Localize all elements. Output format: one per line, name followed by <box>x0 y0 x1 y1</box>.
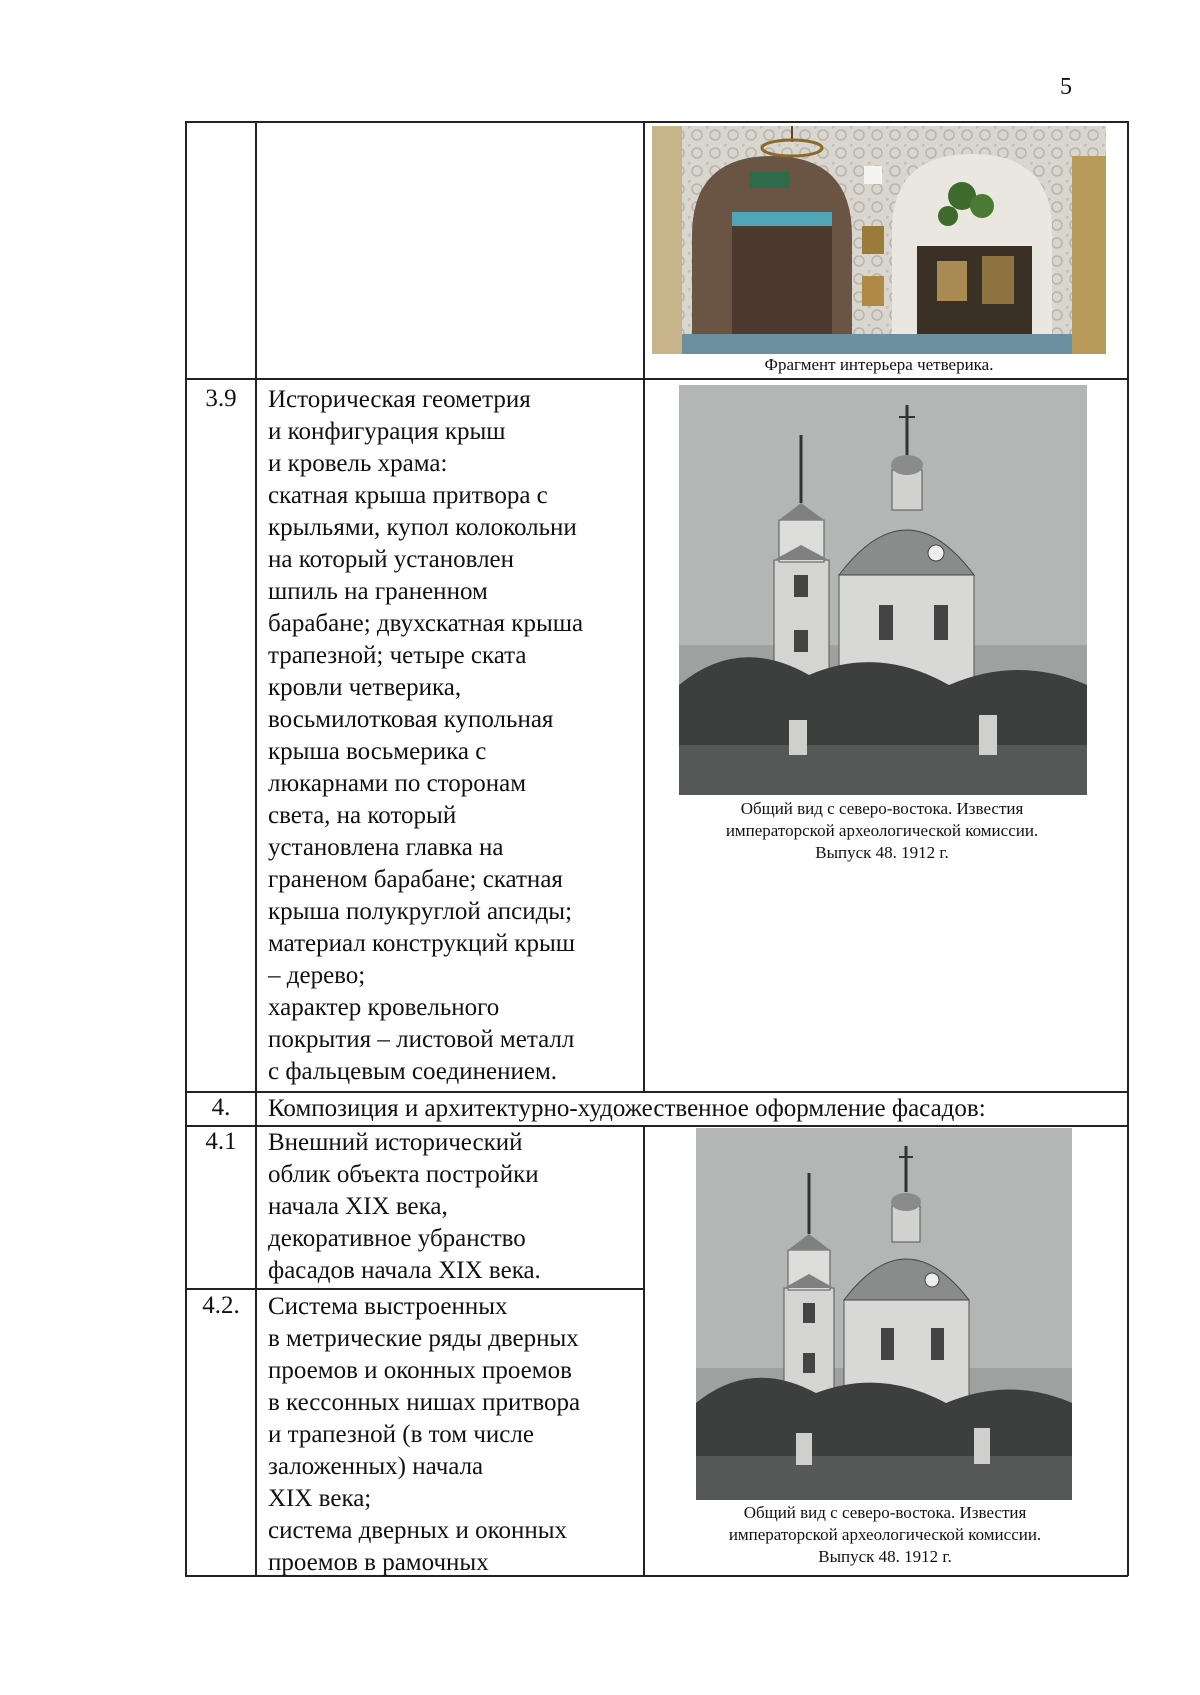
table-column-divider <box>643 121 645 1091</box>
section-title: Композиция и архитектурно-художественное оформление фасадов: <box>268 1095 986 1122</box>
table-border-top <box>185 121 1128 123</box>
photo-caption: Общий вид с северо-востока. Известия императорской археологической комиссии. Выпуск 48. 1912 г. <box>728 1503 1042 1566</box>
table-border-left <box>185 121 187 1576</box>
table-border-right <box>1127 121 1129 1576</box>
church-photo <box>696 1128 1072 1500</box>
table-column-divider <box>255 121 257 1576</box>
interior-photo <box>652 126 1106 354</box>
row-number: 4.1 <box>205 1128 237 1155</box>
row-number: 4.2. <box>202 1292 240 1319</box>
row-description: Историческая геометрия и конфигурация крыш и кровель храма: скатная крыша притвора с крыльями, купол колокольни на который установлен шпиль на граненном барабане; двухскатная крыша трапезной; четыре ската кровли четверика, восьмилотковая купольная крыша восьмерика с люкарнами по сторонам света, на который установлена главка на граненом барабане; скатная крыша полукруглой апсиды; материал конструкций крыш – дерево; характер кровельного покрытия – листовой металл с фальцевым соединением. <box>268 386 584 1085</box>
table-column-divider <box>643 1125 645 1575</box>
row-number: 3.9 <box>205 385 237 412</box>
church-photo <box>679 385 1087 795</box>
section-number: 4. <box>211 1094 231 1121</box>
photo-caption: Общий вид с северо-востока. Известия императорской археологической комиссии. Выпуск 48. 1912 г. <box>725 799 1039 862</box>
table-row-divider <box>185 1288 643 1290</box>
row-description: Внешний исторический облик объекта постройки начала XIX века, декоративное убранство фасадов начала XIX века. <box>268 1129 541 1284</box>
page-number: 5 <box>1060 74 1072 100</box>
photo-caption: Фрагмент интерьера четверика. <box>764 355 994 374</box>
row-description: Система выстроенных в метрические ряды дверных проемов и оконных проемов в кессонных нишах притвора и трапезной (в том числе заложенных) начала XIX века; система дверных и оконных проемов в рамочных <box>268 1293 581 1576</box>
table-row-divider <box>185 378 1128 380</box>
